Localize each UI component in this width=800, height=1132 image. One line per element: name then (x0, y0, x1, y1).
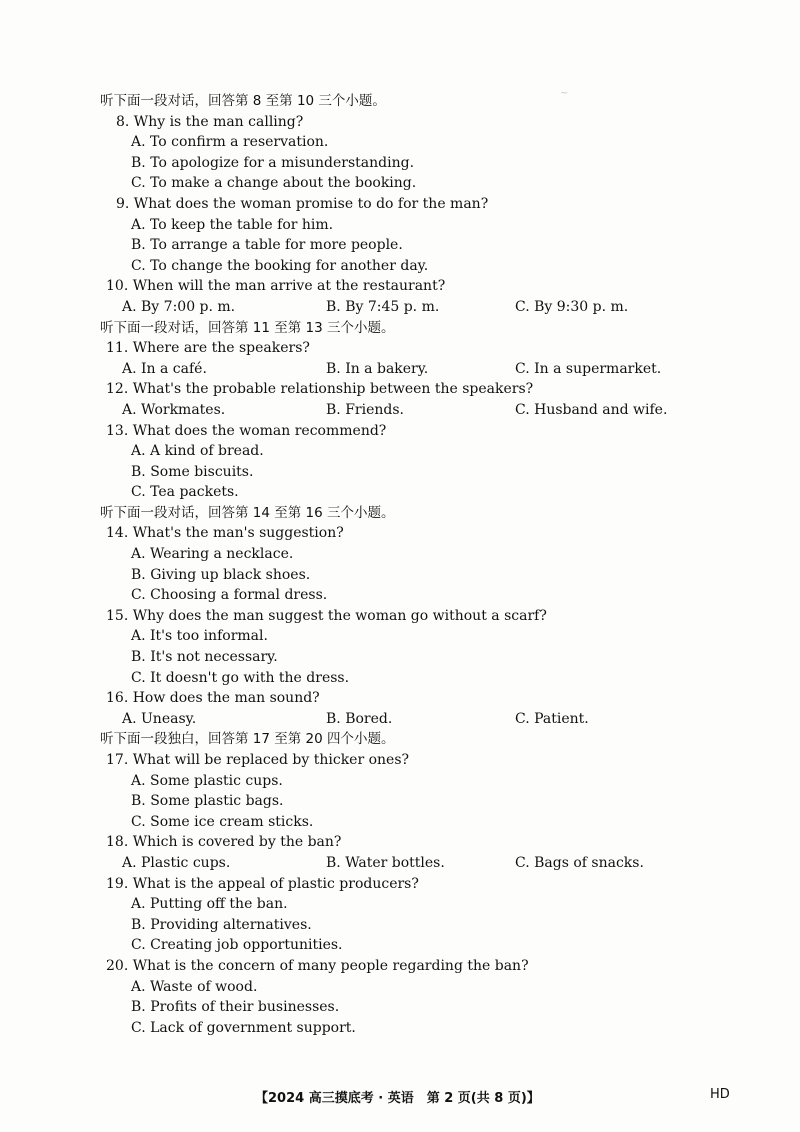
option-10b: B. By 7:45 p. m. (326, 298, 440, 315)
option-14b: B. Giving up black shoes. (131, 566, 311, 583)
section-instruction: 听下面一段对话，回答第 8 至第 10 三个小题。 (100, 93, 386, 109)
option-8b: B. To apologize for a misunderstanding. (131, 154, 415, 171)
footer-code: HD (710, 1087, 730, 1102)
question-8: 8. Why is the man calling? (116, 113, 304, 130)
options-10 (0, 297, 800, 318)
option-14a: A. Wearing a necklace. (131, 546, 294, 563)
option-18a: A. Plastic cups. (122, 854, 231, 871)
option-13b: B. Some biscuits. (131, 463, 254, 480)
question-18: 18. Which is covered by the ban? (106, 834, 342, 851)
section-instruction: 听下面一段对话，回答第 11 至第 13 三个小题。 (100, 319, 395, 336)
option-11a: A. In a café. (122, 360, 207, 377)
section-instruction: 听下面一段独白，回答第 17 至第 20 四个小题。 (100, 731, 395, 748)
question-12: 12. What's the probable relationship between the speakers? (106, 381, 534, 398)
questions-area (0, 91, 800, 1038)
question-15: 15. Why does the man suggest the woman go without a scarf? (106, 607, 547, 624)
option-19c: C. Creating job opportunities. (131, 937, 343, 954)
option-16c: C. Patient. (515, 710, 589, 727)
option-12a: A. Workmates. (122, 401, 226, 418)
option-9c: C. To change the booking for another day. (131, 257, 429, 274)
pencil-mark: ~ (560, 88, 569, 99)
options-11 (0, 359, 800, 380)
option-12b: B. Friends. (326, 401, 404, 418)
option-17a: A. Some plastic cups. (131, 772, 283, 789)
option-10c: C. By 9:30 p. m. (515, 298, 629, 315)
question-19: 19. What is the appeal of plastic producers? (106, 875, 419, 892)
option-14c: C. Choosing a formal dress. (131, 587, 328, 604)
question-11: 11. Where are the speakers? (106, 340, 310, 357)
question-20: 20. What is the concern of many people regarding the ban? (106, 957, 529, 974)
options-12 (0, 400, 800, 421)
section-instruction: 听下面一段对话，回答第 14 至第 16 三个小题。 (100, 504, 395, 521)
option-8c: C. To make a change about the booking. (131, 175, 417, 192)
question-13: 13. What does the woman recommend? (106, 422, 387, 439)
option-15b: B. It's not necessary. (131, 649, 278, 666)
options-16 (0, 709, 800, 730)
option-17b: B. Some plastic bags. (131, 793, 284, 810)
option-16b: B. Bored. (326, 710, 393, 727)
option-9a: A. To keep the table for him. (131, 216, 334, 233)
option-15a: A. It's too informal. (131, 628, 268, 645)
option-18c: C. Bags of snacks. (515, 854, 644, 871)
option-9b: B. To arrange a table for more people. (131, 237, 403, 254)
question-10: 10. When will the man arrive at the restaurant? (106, 278, 446, 295)
option-17c: C. Some ice cream sticks. (131, 813, 314, 830)
option-11c: C. In a supermarket. (515, 360, 662, 377)
option-16a: A. Uneasy. (122, 710, 197, 727)
question-17: 17. What will be replaced by thicker ones? (106, 752, 410, 768)
question-14: 14. What's the man's suggestion? (106, 525, 344, 542)
option-8a: A. To confirm a reservation. (131, 134, 329, 151)
option-19a: A. Putting off the ban. (131, 896, 288, 913)
option-19b: B. Providing alternatives. (131, 916, 312, 933)
option-10a: A. By 7:00 p. m. (122, 298, 236, 315)
options-18 (0, 853, 800, 874)
option-11b: B. In a bakery. (326, 360, 429, 377)
question-16: 16. How does the man sound? (106, 690, 320, 707)
option-18b: B. Water bottles. (326, 854, 445, 871)
page-footer (0, 1087, 800, 1107)
option-13a: A. A kind of bread. (131, 443, 264, 460)
footer-page-info: 【2024 高三摸底考 · 英语 第 2 页(共 8 页)】 (255, 1091, 540, 1106)
option-13c: C. Tea packets. (131, 484, 239, 501)
option-20b: B. Profits of their businesses. (131, 999, 340, 1016)
option-20c: C. Lack of government support. (131, 1019, 356, 1036)
option-20a: A. Waste of wood. (131, 978, 258, 995)
option-12c: C. Husband and wife. (515, 401, 668, 418)
question-9: 9. What does the woman promise to do for the man? (116, 195, 489, 212)
option-15c: C. It doesn't go with the dress. (131, 669, 350, 686)
